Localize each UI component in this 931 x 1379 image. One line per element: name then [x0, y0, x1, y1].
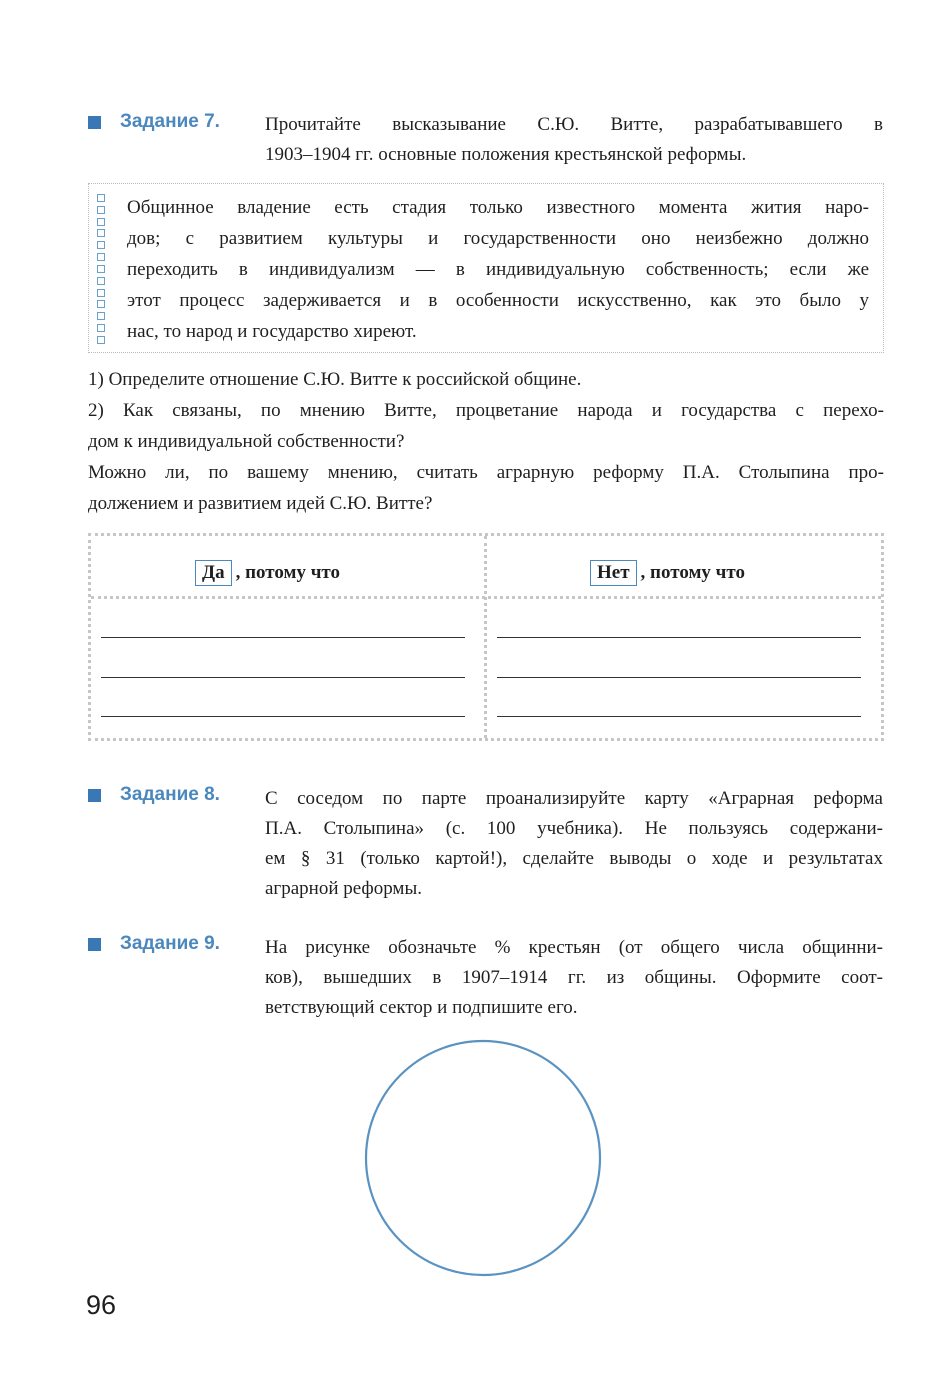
task-7-label: Задание 7. [88, 111, 258, 133]
question-2-line-2: дом к индивидуальной собственности? [88, 431, 405, 452]
page-number: 96 [86, 1290, 117, 1320]
yes-answer-line[interactable] [101, 677, 465, 678]
square-bullet-icon [88, 938, 101, 951]
table-header-separator [91, 596, 881, 599]
empty-circle[interactable] [366, 1041, 600, 1275]
question-3-line-1: Можно ли, по вашему мнению, считать аграрную реформу П.А. Столыпина про- [88, 462, 884, 483]
square-bullet-icon [88, 116, 101, 129]
quote-line: этот процесс задерживается и в особенности искусственно, как это было у [127, 290, 869, 311]
task-7-text: Прочитайте высказывание С.Ю. Витте, разрабатывавшего в 1903–1904 гг. основные положения крестьянской реформы. [265, 114, 883, 165]
question-2-line-1: 2) Как связаны, по мнению Витте, процветание народа и государства с перехо- [88, 400, 884, 421]
task-8 [88, 784, 883, 904]
no-answer-line[interactable] [497, 716, 861, 717]
quote-line: переходить в индивидуализм — в индивидуальную собственность; если же [127, 259, 869, 280]
yes-answer-line[interactable] [101, 637, 465, 638]
yes-answer-line[interactable] [101, 716, 465, 717]
square-bullet-icon [88, 789, 101, 802]
question-1: 1) Определите отношение С.Ю. Витте к российской общине. [88, 369, 582, 390]
witte-quote-box [88, 183, 884, 353]
quote-line: дов; с развитием культуры и государственности оно неизбежно должно [127, 228, 869, 249]
task-9-text: На рисунке обозначьте % крестьян (от общего числа общинни- ков), вышедших в 1907–1914 гг. из общины. Оформите соот- ветствующий сектор и подпишите его. [265, 937, 883, 1018]
task-8-label: Задание 8. [88, 784, 258, 806]
no-answer-line[interactable] [497, 677, 861, 678]
table-divider [484, 536, 487, 738]
question-3-line-2: должением и развитием идей С.Ю. Витте? [88, 493, 433, 514]
no-answer-line[interactable] [497, 637, 861, 638]
questions [88, 364, 884, 519]
yes-column-header: Да , потому что [195, 560, 340, 586]
task-7 [88, 110, 883, 170]
quote-line: нас, то народ и государство хиреют. [127, 321, 417, 342]
task-8-text: С соседом по парте проанализируйте карту «Аграрная реформа П.А. Столыпина» (с. 100 учебника). Не пользуясь содержани- ем § 31 (только картой!), сделайте выводы о ходе и результатах аграрной реформы. [265, 788, 883, 899]
quote-decoration-strip [97, 194, 109, 344]
task-9 [88, 933, 883, 1023]
yes-box: Да [195, 560, 232, 586]
task-9-label: Задание 9. [88, 933, 258, 955]
no-column-header: Нет , потому что [590, 560, 745, 586]
pie-drawing-circle[interactable] [360, 1036, 608, 1284]
quote-line: Общинное владение есть стадия только известного момента жития наро- [127, 197, 869, 218]
no-box: Нет [590, 560, 637, 586]
answer-table [88, 533, 884, 741]
